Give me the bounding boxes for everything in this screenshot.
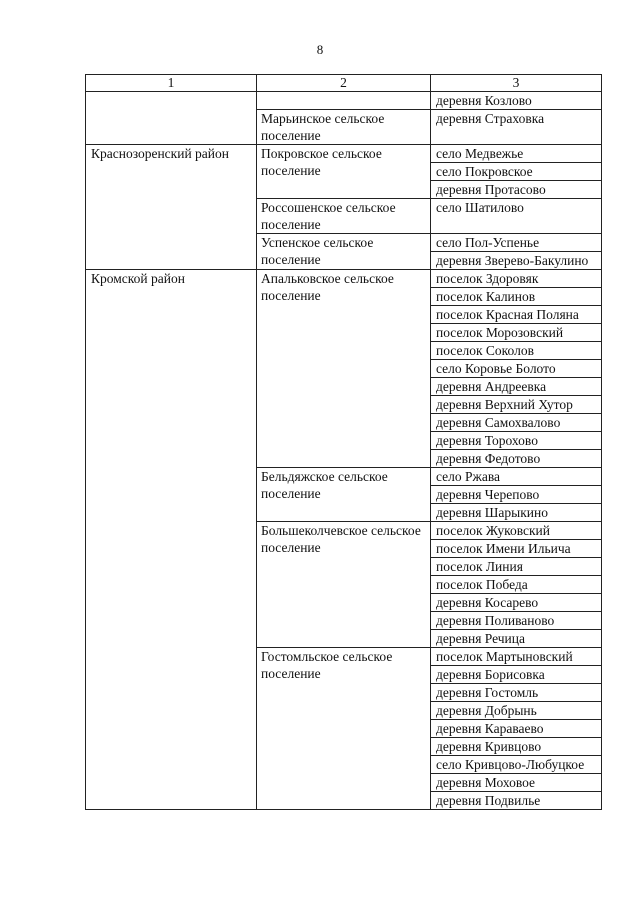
settlement-cell: Бельдяжское сельское поселение xyxy=(257,468,431,522)
village-cell: село Шатилово xyxy=(431,199,602,234)
village-cell: деревня Подвилье xyxy=(431,792,602,810)
table-row xyxy=(86,92,602,110)
village-cell: село Медвежье xyxy=(431,145,602,163)
village-cell: деревня Гостомль xyxy=(431,684,602,702)
village-cell: деревня Добрынь xyxy=(431,702,602,720)
header-cell-1: 1 xyxy=(86,75,257,92)
settlement-cell: Успенское сельское поселение xyxy=(257,234,431,270)
village-cell: село Коровье Болото xyxy=(431,360,602,378)
village-cell: поселок Жуковский xyxy=(431,522,602,540)
village-cell: деревня Косарево xyxy=(431,594,602,612)
village-cell: село Кривцово-Любуцкое xyxy=(431,756,602,774)
village-cell: деревня Кривцово xyxy=(431,738,602,756)
table-row xyxy=(86,145,602,163)
village-cell: поселок Соколов xyxy=(431,342,602,360)
settlement-cell: Апальковское сельское поселение xyxy=(257,270,431,468)
village-cell: деревня Борисовка xyxy=(431,666,602,684)
district-cell: Кромской район xyxy=(86,270,257,810)
village-cell: поселок Имени Ильича xyxy=(431,540,602,558)
village-cell: поселок Калинов xyxy=(431,288,602,306)
village-cell: поселок Мартыновский xyxy=(431,648,602,666)
village-cell: село Пол-Успенье xyxy=(431,234,602,252)
settlements-table xyxy=(85,74,602,810)
table-header xyxy=(86,75,602,92)
village-cell: поселок Здоровяк xyxy=(431,270,602,288)
settlement-cell: Марьинское сельское поселение xyxy=(257,110,431,145)
village-cell: деревня Протасово xyxy=(431,181,602,199)
village-cell: поселок Красная Поляна xyxy=(431,306,602,324)
settlement-cell: Покровское сельское поселение xyxy=(257,145,431,199)
settlement-cell: Большеколчевское сельское поселение xyxy=(257,522,431,648)
header-row xyxy=(86,75,602,92)
village-cell: деревня Самохвалово xyxy=(431,414,602,432)
village-cell: деревня Черепово xyxy=(431,486,602,504)
village-cell: деревня Поливаново xyxy=(431,612,602,630)
settlement-cell: Гостомльское сельское поселение xyxy=(257,648,431,810)
header-cell-2: 2 xyxy=(257,75,431,92)
village-cell: деревня Зверево-Бакулино xyxy=(431,252,602,270)
settlement-cell: Россошенское сельское поселение xyxy=(257,199,431,234)
village-cell: деревня Торохово xyxy=(431,432,602,450)
settlement-cell xyxy=(257,92,431,110)
village-cell: деревня Андреевка xyxy=(431,378,602,396)
village-cell: поселок Победа xyxy=(431,576,602,594)
header-cell-3: 3 xyxy=(431,75,602,92)
village-cell: деревня Федотово xyxy=(431,450,602,468)
village-cell: деревня Речица xyxy=(431,630,602,648)
district-cell xyxy=(86,92,257,145)
village-cell: поселок Морозовский xyxy=(431,324,602,342)
table-body xyxy=(86,92,602,810)
village-cell: деревня Шарыкино xyxy=(431,504,602,522)
village-cell: деревня Моховое xyxy=(431,774,602,792)
village-cell: поселок Линия xyxy=(431,558,602,576)
page-number: 8 xyxy=(316,42,324,57)
table-row xyxy=(86,270,602,288)
village-cell: деревня Караваево xyxy=(431,720,602,738)
village-cell: село Покровское xyxy=(431,163,602,181)
village-cell: деревня Козлово xyxy=(431,92,602,110)
village-cell: деревня Верхний Хутор xyxy=(431,396,602,414)
village-cell: село Ржава xyxy=(431,468,602,486)
district-cell: Краснозоренский район xyxy=(86,145,257,270)
village-cell: деревня Страховка xyxy=(431,110,602,145)
